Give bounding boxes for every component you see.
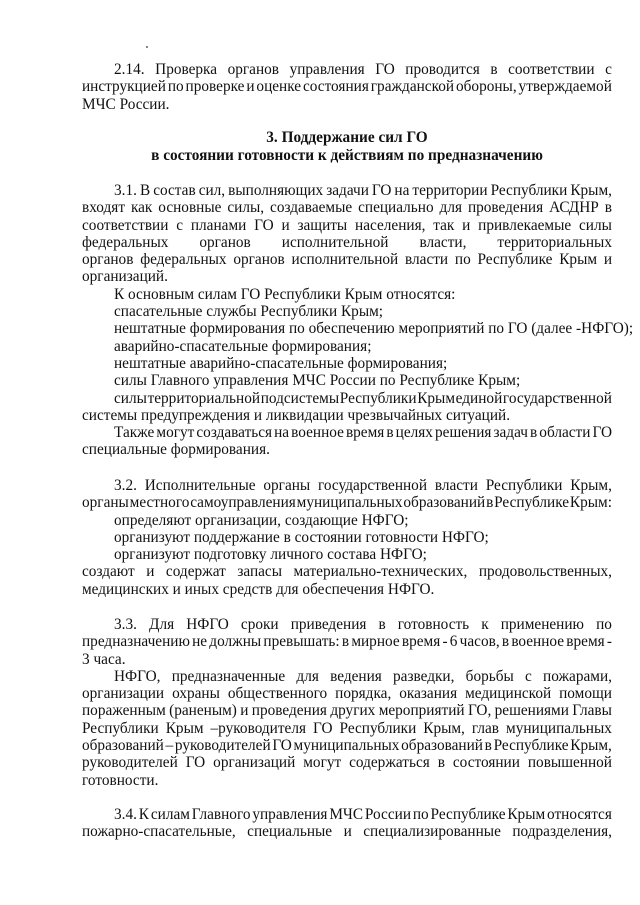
word: время (401, 633, 441, 651)
word: состав (153, 182, 196, 199)
word: ГО, (467, 702, 492, 720)
word: по (167, 78, 184, 96)
word: местного (129, 494, 190, 512)
word: муниципальных (296, 494, 403, 512)
word: и (343, 823, 352, 841)
word: в (484, 737, 492, 755)
text-line: системы предупреждения и ликвидации чрезвычайных ситуаций. (82, 406, 511, 424)
justified-line (82, 633, 612, 650)
word: Республике (430, 806, 506, 823)
list-item: аварийно-спасательные формирования; (114, 337, 372, 355)
section-title: 3. Поддержание сил ГО (266, 129, 428, 146)
word: Крым, (570, 737, 612, 755)
word: 3.2. (114, 477, 137, 494)
word: по (454, 251, 471, 269)
word: превышать: (263, 633, 340, 651)
word: предназначенные (171, 667, 286, 685)
word: (раненым) (169, 702, 237, 720)
word: Главы (572, 702, 612, 720)
justified-line (82, 78, 612, 95)
word: и (462, 216, 471, 234)
list-intro: К основным силам ГО Республики Крым относятся: (114, 285, 456, 303)
word: Для (149, 616, 175, 633)
justified-line (82, 702, 612, 719)
word: утверждаемой (518, 78, 612, 96)
word: органов (82, 251, 134, 269)
section-subtitle: в состоянии готовности к действиям по предназначению (151, 147, 543, 164)
word: Главного (191, 806, 251, 823)
list-item: организуют поддержание в состоянии готовности НФГО; (114, 528, 489, 546)
word: руководителей (174, 737, 271, 755)
word: решениями (494, 702, 569, 720)
word: обороны, (455, 78, 517, 96)
word: предназначению (82, 633, 190, 651)
justified-line (82, 494, 612, 511)
word: - (606, 633, 612, 651)
word: задачи (326, 182, 369, 199)
word: могут (303, 754, 342, 772)
word: исполнительной (291, 251, 399, 269)
justified-line (82, 199, 612, 216)
word: силы (114, 389, 147, 407)
word: ведения (330, 667, 382, 685)
word: подразделения, (512, 823, 612, 841)
word: территориальной (147, 389, 261, 407)
word: повышенной (527, 754, 612, 772)
word: подсистемы (260, 389, 340, 407)
word: образований (403, 494, 486, 512)
word: продовольственных, (478, 563, 612, 581)
word: Республики (339, 389, 417, 407)
word: федеральных (140, 251, 227, 269)
word: в (501, 633, 510, 651)
word: сил, (198, 182, 226, 199)
scan-speck (146, 46, 148, 48)
word: соответствии (508, 61, 595, 78)
word: Крым, (570, 477, 612, 494)
word: не (192, 633, 208, 651)
word: входят (82, 199, 125, 217)
word: силы (578, 216, 612, 234)
word: создаваемые (270, 199, 353, 217)
word: проверке (185, 78, 245, 96)
word: Крым: (569, 494, 612, 512)
word: решения (435, 424, 492, 442)
paragraph-3-2 (82, 477, 612, 598)
word: в (378, 616, 386, 633)
word: – (165, 737, 174, 755)
word: Крым, (570, 182, 612, 199)
word: АСДНР (549, 199, 599, 217)
word: так (433, 216, 455, 234)
justified-line (82, 668, 612, 685)
word: часов, (459, 633, 500, 651)
word: военное (511, 633, 565, 651)
word: с (605, 61, 612, 78)
text-line: специальные формирования. (82, 441, 270, 459)
text-line: МЧС России. (82, 95, 170, 113)
word: с (176, 216, 184, 234)
word: В (139, 182, 151, 199)
word: мирное (351, 633, 400, 651)
word: Республике (494, 494, 570, 512)
word: материально-технических, (293, 563, 468, 581)
word: России (364, 806, 412, 823)
word: власти, (419, 233, 467, 251)
section-heading (82, 129, 612, 165)
word: порядка, (335, 685, 392, 703)
word: защиты (297, 216, 348, 234)
word: организаций (213, 754, 296, 772)
justified-line (82, 61, 612, 78)
word: по (596, 616, 612, 633)
word: 3.3. (114, 616, 137, 633)
word: и (603, 251, 612, 269)
word: относятся (547, 806, 612, 823)
justified-line (82, 563, 612, 580)
word: органов (227, 61, 280, 78)
word: Крым (559, 251, 598, 269)
word: и (281, 216, 290, 234)
word: глав (471, 719, 500, 737)
word: самоуправления (190, 494, 296, 512)
word: время (566, 633, 605, 651)
justified-line (82, 477, 612, 494)
word: Республики (490, 182, 568, 199)
list-item: определяют организации, создающие НФГО; (114, 511, 409, 529)
word: военное (291, 424, 344, 442)
word: время (345, 424, 385, 442)
word: мероприятий (378, 702, 465, 720)
text-line: 3 часа. (82, 650, 126, 668)
word: в (341, 633, 350, 651)
word: 3.1. (114, 182, 137, 199)
word: ГО (375, 61, 395, 78)
word: содержат (165, 563, 226, 581)
word: силам (150, 806, 190, 823)
word: органы (82, 494, 129, 512)
word: ГО (254, 216, 274, 234)
list-item: организуют подготовку личного состава НФГО; (114, 546, 427, 564)
word: других (330, 702, 376, 720)
word: органов (199, 233, 251, 251)
word: - (442, 633, 448, 651)
word: Республики (485, 477, 563, 494)
word: Крым (165, 719, 204, 737)
word: приведения (290, 616, 367, 633)
word: Республики (82, 719, 159, 737)
word: сроки (240, 616, 279, 633)
justified-line (82, 424, 612, 441)
word: органов (233, 251, 285, 269)
word: в (486, 494, 494, 512)
justified-line (82, 616, 612, 633)
word: муниципальных (506, 719, 612, 737)
word: оказания (399, 685, 458, 703)
word: ГО (185, 754, 206, 772)
list-item: силы Главного управления МЧС России по Республике Крым; (114, 372, 521, 390)
word: в (604, 199, 612, 217)
word: власти (434, 477, 478, 494)
word: территориальных (497, 233, 612, 251)
word: медицинской (465, 685, 552, 703)
word: населения, (355, 216, 426, 234)
word: НФГО (186, 616, 229, 633)
word: состоянии (452, 754, 520, 772)
word: власти (405, 251, 449, 269)
word: Республики (339, 719, 417, 737)
word: для (296, 667, 319, 685)
justified-line (82, 685, 612, 702)
word: организации (82, 685, 165, 703)
word: могут (156, 424, 195, 442)
word: образований (401, 737, 483, 755)
word: 6 (449, 633, 458, 651)
justified-line (82, 737, 612, 754)
word: государственной (502, 389, 612, 407)
word: в (437, 754, 445, 772)
word: ГО (371, 182, 392, 199)
word: 2.14. (114, 61, 145, 78)
word: разведки, (393, 667, 455, 685)
text-line: организаций. (82, 268, 168, 286)
justified-line (82, 182, 612, 199)
word: на (274, 424, 290, 442)
word: борьбы (465, 667, 514, 685)
word: проводится (405, 61, 480, 78)
word: –руководителя (210, 719, 307, 737)
word: должны (209, 633, 262, 651)
justified-line (82, 754, 612, 771)
word: области (539, 424, 591, 442)
justified-line (82, 251, 612, 268)
word: ГО (272, 737, 292, 755)
justified-line (82, 390, 612, 407)
word: по (412, 806, 429, 823)
word: выполняющих (228, 182, 324, 199)
word: руководителей (82, 754, 178, 772)
word: охраны (172, 685, 220, 703)
word: МЧС (329, 806, 364, 823)
word: ГО (313, 719, 333, 737)
word: специальные (247, 823, 333, 841)
word: Исполнительные (144, 477, 256, 494)
word: пожарами, (543, 667, 612, 685)
word: в (386, 424, 394, 442)
word: целях (395, 424, 433, 442)
paragraph-3-3 (82, 616, 612, 789)
word: проведения (251, 702, 327, 720)
text-line: готовности. (82, 771, 159, 789)
word: Республике (493, 737, 569, 755)
word: пораженным (82, 702, 166, 720)
word: проведения (467, 199, 544, 217)
paragraph-2-14 (82, 61, 612, 113)
word: 3.4. (114, 806, 137, 823)
word: специально (358, 199, 434, 217)
word: помощи (559, 685, 612, 703)
word: силы, (227, 199, 265, 217)
word: и (240, 702, 249, 720)
paragraph-3-4 (82, 806, 612, 841)
word: территории (412, 182, 488, 199)
word: и (246, 78, 255, 96)
word: инструкцией (82, 78, 166, 96)
word: основные (158, 199, 222, 217)
word: муниципальных (293, 737, 400, 755)
word: планами (190, 216, 247, 234)
word: и (146, 563, 155, 581)
word: для (439, 199, 462, 217)
word: государственной (318, 477, 428, 494)
word: как (130, 199, 153, 217)
justified-line (82, 217, 612, 234)
list-item: нештатные формирования по обеспечению мероприятий по ГО (далее -НФГО); (114, 320, 634, 338)
word: к (481, 616, 489, 633)
word: в (530, 424, 538, 442)
list-item: нештатные аварийно-спасательные формирования; (114, 354, 448, 372)
word: Проверка (155, 61, 218, 78)
word: управления (289, 61, 365, 78)
word: Республике (477, 251, 553, 269)
word: федеральных (82, 233, 169, 251)
word: оценке (256, 78, 302, 96)
word: Крым (417, 389, 455, 407)
paragraph-3-1 (82, 182, 634, 459)
text-line: медицинских и иных средств для обеспечения НФГО. (82, 580, 435, 598)
justified-line (82, 823, 612, 840)
word: специализированные (363, 823, 501, 841)
word: создают (82, 563, 135, 581)
justified-line (82, 234, 612, 251)
word: содержаться (349, 754, 430, 772)
word: управления (252, 806, 328, 823)
word: на (394, 182, 410, 199)
word: К (138, 806, 149, 823)
word: привлекаемые (478, 216, 572, 234)
word: Крым, (423, 719, 465, 737)
justified-line (82, 806, 612, 823)
word: с (525, 667, 532, 685)
word: соответствии (82, 216, 169, 234)
word: образований (82, 737, 164, 755)
word: пожарно-спасательные, (82, 823, 236, 841)
word: задач (493, 424, 528, 442)
word: гражданской (370, 78, 455, 96)
word: запасы (237, 563, 282, 581)
word: единой (455, 389, 503, 407)
word: состояния (302, 78, 369, 96)
list-item: спасательные службы Республики Крым; (114, 303, 384, 321)
word: создаваться (196, 424, 273, 442)
word: Также (114, 424, 155, 442)
word: ГО (592, 424, 612, 442)
word: Крым (507, 806, 546, 823)
word: НФГО, (114, 667, 161, 685)
word: исполнительной (281, 233, 389, 251)
word: органы (263, 477, 311, 494)
word: в (490, 61, 498, 78)
word: применению (500, 616, 584, 633)
justified-line (82, 720, 612, 737)
word: общественного (227, 685, 328, 703)
word: готовность (397, 616, 470, 633)
